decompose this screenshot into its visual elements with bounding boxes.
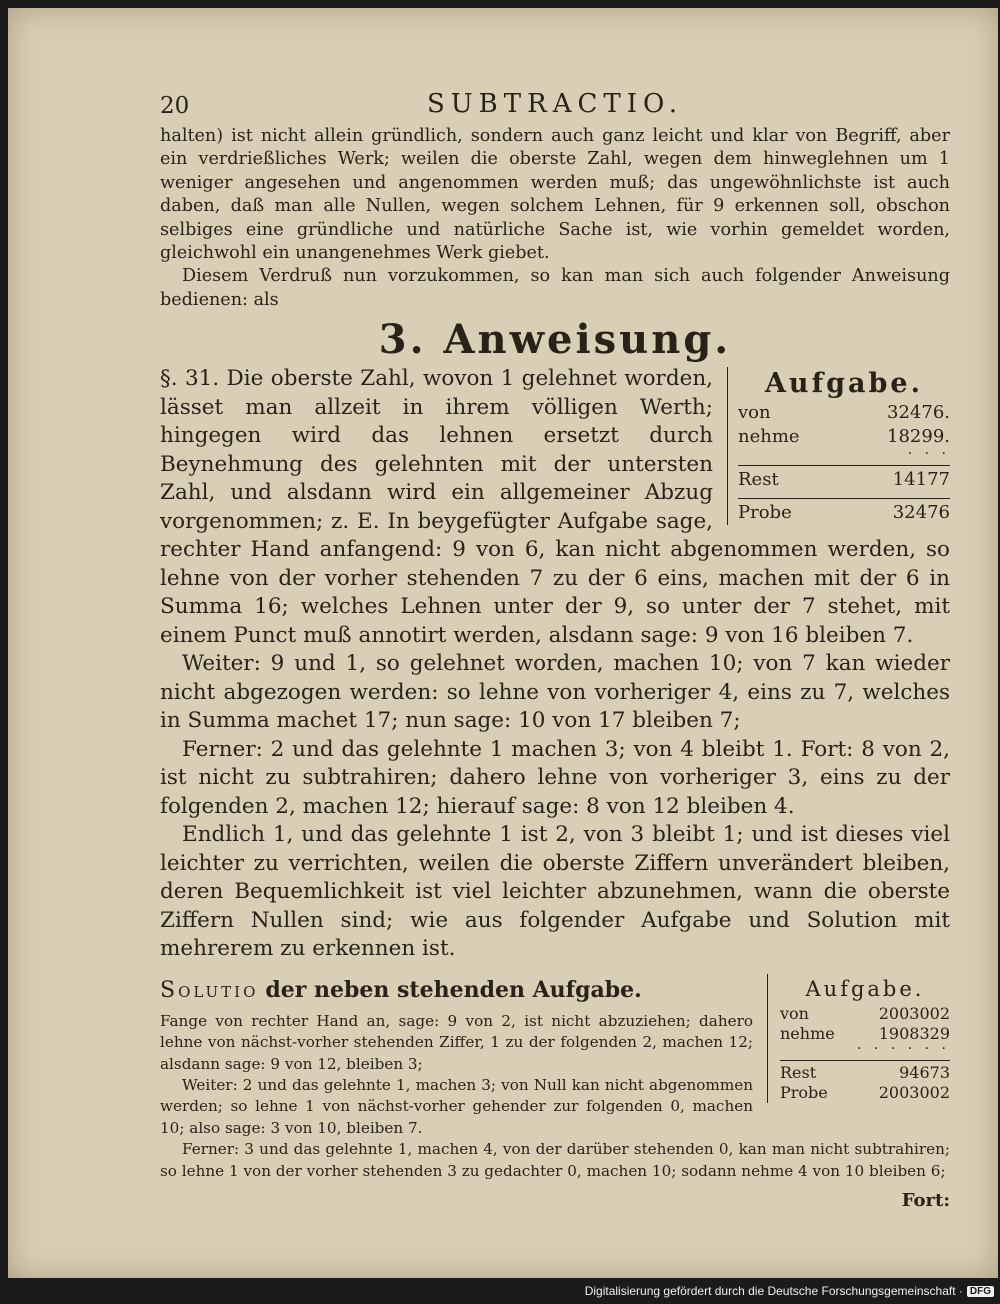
section-heading: 3. Anweisung. [378, 316, 732, 364]
footer-text: Digitalisierung gefördert durch die Deutsche Forschungsgemeinschaft · [584, 1284, 963, 1298]
book-page [160, 85, 950, 1211]
example-box-2-minuend: von 2003002 [780, 1003, 950, 1023]
solution-paragraph-3: Ferner: 3 und das gelehnte 1, machen 4, von der darüber stehenden 0, kan man nicht subtrahiren; so lehne 1 von der vorher stehenden 3 zu gedachter 0, machen 10; sodann nehme 4 von 10 bleiben 6; [160, 1140, 950, 1180]
catchword: Fort: [901, 1190, 950, 1211]
paragraph-weiter: Weiter: 9 und 1, so gelehnet worden, machen 10; von 7 kan wieder nicht abgezogen werden: so lehne von vorheriger 4, eins zu 7, welches in Summa machet 17; nun sage: 10 von 17 bleiben 7; [160, 651, 950, 734]
example-box-1-probe: Probe 32476 [738, 502, 950, 524]
footer-credit [585, 1284, 994, 1298]
solution-title: Solutio der neben stehenden Aufgabe. [160, 976, 642, 1003]
solution-paragraph-1: Fange von rechter Hand an, sage: 9 von 2, ist nicht abzuziehen; dahero lehne von nächst-vorher stehenden Ziffer, 1 zu der folgenden 2, machen 12; alsdann sage: 9 von 12, bleiben 3; [160, 1011, 753, 1073]
borrow-dots: · · · · · · [857, 1040, 950, 1057]
example-box-1-rest: Rest 14177 [738, 469, 950, 491]
example-box-2-title: Aufgabe. [805, 976, 925, 1001]
example-box-1-subtrahend: nehme 18299. [738, 426, 950, 448]
paragraph-ferner: Ferner: 2 und das gelehnte 1 machen 3; von 4 bleibt 1. Fort: 8 von 2, ist nicht zu subtrahiren; dahero lehne von vorheriger 3, eins zu der folgenden 2, machen 12; hierauf sage: 8 von 12 bleiben 4. [160, 736, 950, 819]
paragraph-endlich: Endlich 1, und das gelehnte 1 ist 2, von 3 bleibt 1; und ist dieses viel leichter zu verrichten, weilen die oberste Ziffern unverändert bleiben, deren Bequemlichkeit ist viel leichter abzunehmen, wann die oberste Ziffern Nullen sind; wie aus folgender Aufgabe und Solution mit mehrerem zu erkennen ist. [160, 822, 950, 962]
solution-paragraph-2: Weiter: 2 und das gelehnte 1, machen 3; von Null kan nicht abgenommen werden; so lehne 1 von nächst-vorher gehender zur folgenden 0, machen 10; also sage: 3 von 10, bleiben 7. [160, 1075, 753, 1137]
dfg-logo: DFG [967, 1286, 994, 1297]
example-box-2 [767, 974, 950, 1103]
example-box-1 [727, 367, 950, 525]
divider-rule [738, 465, 950, 466]
example-box-2-probe: Probe 2003002 [780, 1082, 950, 1102]
paragraph-intro: halten) ist nicht allein gründlich, sondern auch ganz leicht und klar von Begriff, aber ein verdrießliches Werk; weilen die oberste Zahl, wegen dem hinweglehnen um 1 weniger angesehen und angenommen werden muß; das ungewöhnlichste ist auch daben, daß man alle Nullen, wegen solchem Lehnen, für 9 erkennen soll, obschon selbiges eine gründliche und natürliche Sache ist, wie vorhin gemeldet worden, gleichwohl ein unangenehmes Werk giebet. [160, 126, 950, 264]
paragraph-transition: Diesem Verdruß nun vorzukommen, so kan man sich auch folgender Anweisung bedienen: als [160, 266, 950, 310]
example-box-1-title: Aufgabe. [764, 368, 924, 400]
example-box-1-minuend: von 32476. [738, 402, 950, 424]
solution-section [160, 974, 950, 1182]
page-header [160, 85, 950, 125]
example-box-2-rest: Rest 94673 [780, 1062, 950, 1082]
divider-rule [780, 1060, 950, 1061]
divider-rule [738, 498, 950, 499]
running-title: SUBTRACTIO. [426, 89, 684, 119]
borrow-dots: · · · [907, 446, 950, 463]
paragraph-section-31: §. 31. Die oberste Zahl, wovon 1 gelehnet worden, lässet man allzeit in ihrem völligen Werth; hingegen wird das lehnen ersetzt durch Beynehmung des gelehnten mit der untersten Zahl, und alsdann wird ein allgemeiner Abzug vorgenommen; z. E. In beygefügter Aufgabe sage, rechter Hand anfangend: 9 von 6, kan nicht abgenommen werden, so lehne von der vorher stehenden 7 zu der 6 eins, machen mit der 6 in Summa 16; welches Lehnen unter der 9, so unter der 7 stehet, mit einem Punct muß annotirt werden, alsdann sage: 9 von 16 bleiben 7. [160, 366, 950, 648]
page-number: 20 [160, 93, 190, 119]
example-box-2-subtrahend: nehme 1908329 [780, 1023, 950, 1043]
